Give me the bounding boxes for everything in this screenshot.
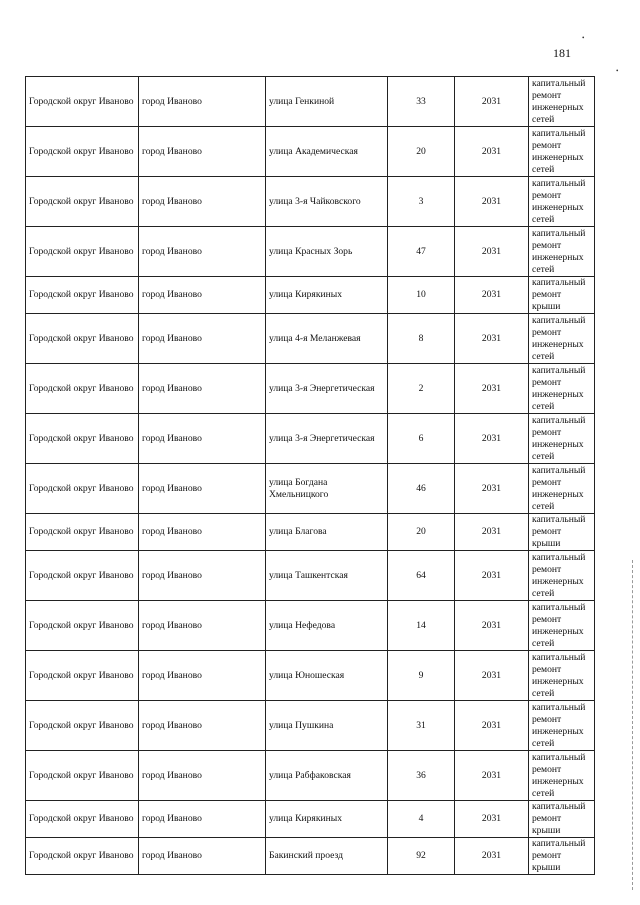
district-cell: Городской округ Иваново [26, 514, 139, 551]
year-cell: 2031 [455, 414, 529, 464]
district-cell: Городской округ Иваново [26, 364, 139, 414]
work-type-cell: капитальный ремонт инженерных сетей [529, 464, 595, 514]
year-cell: 2031 [455, 177, 529, 227]
district-cell: Городской округ Иваново [26, 77, 139, 127]
city-cell: город Иваново [139, 277, 266, 314]
house-number-cell: 3 [388, 177, 455, 227]
work-type-cell: капитальный ремонт инженерных сетей [529, 601, 595, 651]
street-cell: улица Кирякиных [266, 277, 388, 314]
work-type-cell: капитальный ремонт крыши [529, 277, 595, 314]
city-cell: город Иваново [139, 651, 266, 701]
work-type-cell: капитальный ремонт инженерных сетей [529, 364, 595, 414]
district-cell: Городской округ Иваново [26, 801, 139, 838]
house-number-cell: 9 [388, 651, 455, 701]
table-row [26, 314, 595, 364]
year-cell: 2031 [455, 227, 529, 277]
street-cell: улица Ташкентская [266, 551, 388, 601]
district-cell: Городской округ Иваново [26, 227, 139, 277]
table-row [26, 801, 595, 838]
city-cell: город Иваново [139, 514, 266, 551]
table-row [26, 464, 595, 514]
year-cell: 2031 [455, 551, 529, 601]
work-type-cell: капитальный ремонт крыши [529, 801, 595, 838]
table-row [26, 127, 595, 177]
work-type-cell: капитальный ремонт инженерных сетей [529, 177, 595, 227]
work-type-cell: капитальный ремонт крыши [529, 514, 595, 551]
table-row [26, 838, 595, 875]
work-type-cell: капитальный ремонт инженерных сетей [529, 127, 595, 177]
district-cell: Городской округ Иваново [26, 551, 139, 601]
work-type-cell: капитальный ремонт инженерных сетей [529, 551, 595, 601]
city-cell: город Иваново [139, 227, 266, 277]
district-cell: Городской округ Иваново [26, 177, 139, 227]
city-cell: город Иваново [139, 177, 266, 227]
table-row [26, 751, 595, 801]
table-row [26, 277, 595, 314]
district-cell: Городской округ Иваново [26, 277, 139, 314]
year-cell: 2031 [455, 651, 529, 701]
city-cell: город Иваново [139, 364, 266, 414]
work-type-cell: капитальный ремонт крыши [529, 838, 595, 875]
table-row [26, 514, 595, 551]
street-cell: Бакинский проезд [266, 838, 388, 875]
district-cell: Городской округ Иваново [26, 701, 139, 751]
table-row [26, 651, 595, 701]
district-cell: Городской округ Иваново [26, 751, 139, 801]
city-cell: город Иваново [139, 551, 266, 601]
city-cell: город Иваново [139, 314, 266, 364]
work-type-cell: капитальный ремонт инженерных сетей [529, 701, 595, 751]
district-cell: Городской округ Иваново [26, 601, 139, 651]
year-cell: 2031 [455, 838, 529, 875]
work-type-cell: капитальный ремонт инженерных сетей [529, 314, 595, 364]
scan-speck: • [616, 67, 619, 75]
street-cell: улица 3-я Чайковского [266, 177, 388, 227]
district-cell: Городской округ Иваново [26, 314, 139, 364]
house-number-cell: 4 [388, 801, 455, 838]
year-cell: 2031 [455, 464, 529, 514]
street-cell: улица Юношеская [266, 651, 388, 701]
street-cell: улица Кирякиных [266, 801, 388, 838]
city-cell: город Иваново [139, 77, 266, 127]
year-cell: 2031 [455, 601, 529, 651]
work-type-cell: капитальный ремонт инженерных сетей [529, 751, 595, 801]
house-number-cell: 47 [388, 227, 455, 277]
table-row [26, 77, 595, 127]
year-cell: 2031 [455, 751, 529, 801]
year-cell: 2031 [455, 314, 529, 364]
house-number-cell: 8 [388, 314, 455, 364]
street-cell: улица Рабфаковская [266, 751, 388, 801]
work-type-cell: капитальный ремонт инженерных сетей [529, 414, 595, 464]
year-cell: 2031 [455, 77, 529, 127]
work-type-cell: капитальный ремонт инженерных сетей [529, 77, 595, 127]
table-row [26, 227, 595, 277]
city-cell: город Иваново [139, 414, 266, 464]
house-number-cell: 33 [388, 77, 455, 127]
house-number-cell: 10 [388, 277, 455, 314]
street-cell: улица 3-я Энергетическая [266, 364, 388, 414]
street-cell: улица Нефедова [266, 601, 388, 651]
housing-repair-table [25, 76, 595, 875]
margin-scan-artifact [632, 560, 634, 890]
street-cell: улица Красных Зорь [266, 227, 388, 277]
table-row [26, 601, 595, 651]
house-number-cell: 20 [388, 127, 455, 177]
district-cell: Городской округ Иваново [26, 838, 139, 875]
city-cell: город Иваново [139, 464, 266, 514]
work-type-cell: капитальный ремонт инженерных сетей [529, 651, 595, 701]
house-number-cell: 92 [388, 838, 455, 875]
house-number-cell: 31 [388, 701, 455, 751]
street-cell: улица 3-я Энергетическая [266, 414, 388, 464]
district-cell: Городской округ Иваново [26, 464, 139, 514]
table-row [26, 551, 595, 601]
street-cell: улица Богдана Хмельницкого [266, 464, 388, 514]
house-number-cell: 14 [388, 601, 455, 651]
year-cell: 2031 [455, 801, 529, 838]
house-number-cell: 6 [388, 414, 455, 464]
table-row [26, 414, 595, 464]
table-row [26, 364, 595, 414]
street-cell: улица Академическая [266, 127, 388, 177]
year-cell: 2031 [455, 277, 529, 314]
year-cell: 2031 [455, 127, 529, 177]
table-row [26, 701, 595, 751]
year-cell: 2031 [455, 364, 529, 414]
house-number-cell: 2 [388, 364, 455, 414]
work-type-cell: капитальный ремонт инженерных сетей [529, 227, 595, 277]
table-row [26, 177, 595, 227]
house-number-cell: 64 [388, 551, 455, 601]
scan-speck: • [582, 34, 585, 42]
year-cell: 2031 [455, 701, 529, 751]
district-cell: Городской округ Иваново [26, 127, 139, 177]
street-cell: улица Генкиной [266, 77, 388, 127]
city-cell: город Иваново [139, 838, 266, 875]
page-number: 181 [553, 46, 571, 60]
city-cell: город Иваново [139, 127, 266, 177]
city-cell: город Иваново [139, 601, 266, 651]
city-cell: город Иваново [139, 701, 266, 751]
year-cell: 2031 [455, 514, 529, 551]
city-cell: город Иваново [139, 801, 266, 838]
house-number-cell: 46 [388, 464, 455, 514]
street-cell: улица Пушкина [266, 701, 388, 751]
district-cell: Городской округ Иваново [26, 414, 139, 464]
street-cell: улица 4-я Меланжевая [266, 314, 388, 364]
city-cell: город Иваново [139, 751, 266, 801]
street-cell: улица Благова [266, 514, 388, 551]
house-number-cell: 20 [388, 514, 455, 551]
house-number-cell: 36 [388, 751, 455, 801]
district-cell: Городской округ Иваново [26, 651, 139, 701]
